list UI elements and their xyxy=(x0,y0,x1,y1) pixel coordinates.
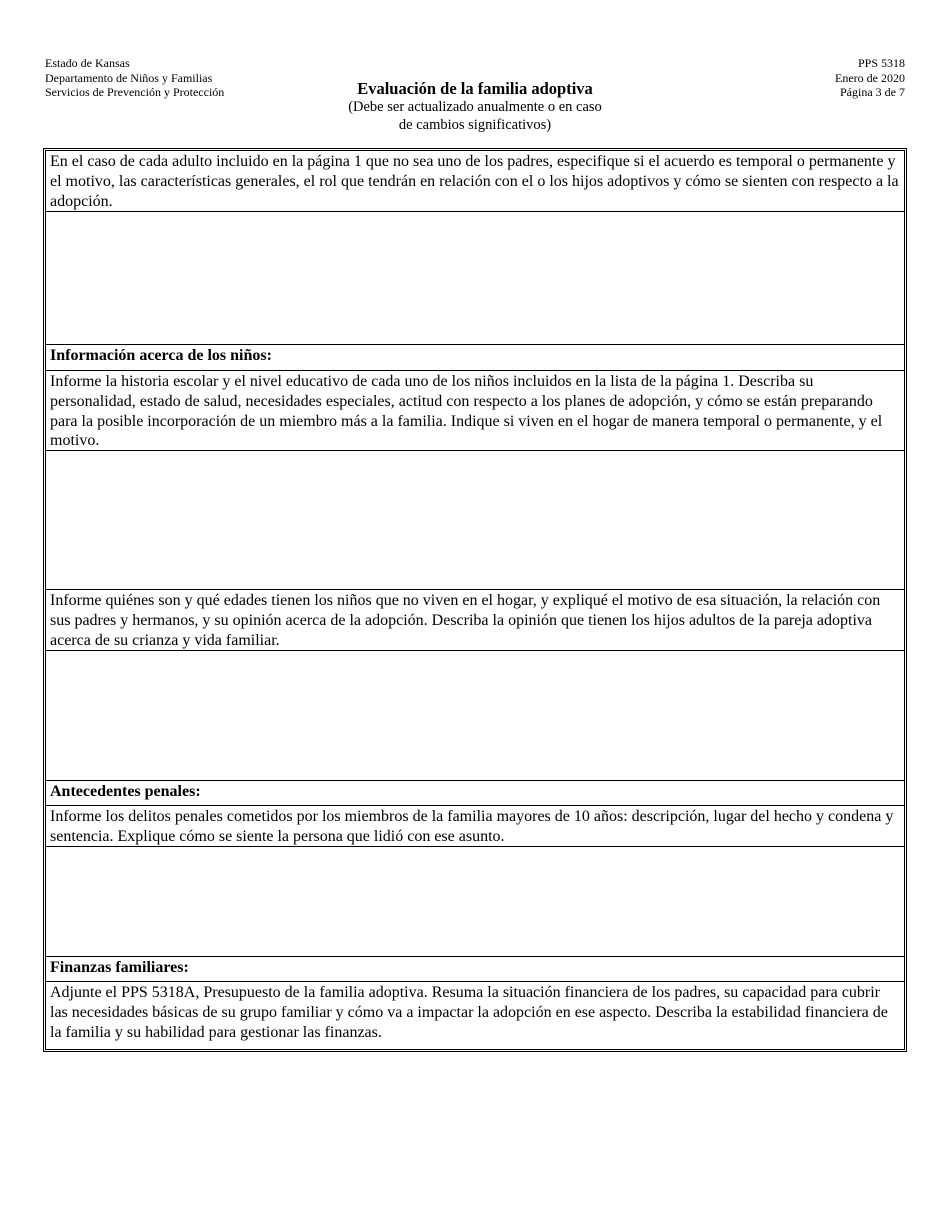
children-answer-field[interactable] xyxy=(46,451,904,590)
page-number: Página 3 de 7 xyxy=(840,85,905,99)
form-id-block xyxy=(835,56,905,100)
adults-prompt: En el caso de cada adulto incluido en la página 1 que no sea uno de los padres, especifique si el acuerdo es temporal o permanente y el motivo, las características generales, el rol que tendrán en relación con el o los hijos adoptivos y cómo se sienten con respecto a la adopción. xyxy=(46,151,904,212)
children-heading: Información acerca de los niños: xyxy=(46,345,904,371)
page-title: Evaluación de la familia adoptiva xyxy=(357,79,593,98)
children-prompt: Informe la historia escolar y el nivel educativo de cada uno de los niños incluidos en la lista de la página 1. Describa su personalidad, estado de salud, necesidades especiales, actitud con respecto a los planes de adopción, y cómo se están preparando para la posible incorporación de un miembro más a la familia. Indique si viven en el hogar de manera temporal o permanente, y el motivo. xyxy=(46,371,904,451)
children-away-answer-field[interactable] xyxy=(46,651,904,781)
finance-prompt: Adjunte el PPS 5318A, Presupuesto de la familia adoptiva. Resuma la situación financiera de los padres, su capacidad para cubrir las necesidades básicas de su grupo familiar y cómo va a impactar la adopción en ese aspecto. Describa la estabilidad financiera de la familia y su habilidad para gestionar las finanzas. xyxy=(50,984,888,1041)
page-subtitle-line1: (Debe ser actualizado anualmente o en caso xyxy=(348,99,602,115)
evaluation-form xyxy=(43,148,907,1052)
agency-state: Estado de Kansas xyxy=(45,56,130,70)
form-date: Enero de 2020 xyxy=(835,70,905,85)
agency-block xyxy=(45,56,224,100)
page-subtitle-line2: de cambios significativos) xyxy=(398,117,552,133)
agency-department: Departamento de Niños y Familias xyxy=(45,70,213,85)
form-number: PPS 5318 xyxy=(857,56,905,70)
agency-division: Servicios de Prevención y Protección xyxy=(45,85,225,99)
criminal-prompt: Informe los delitos penales cometidos por los miembros de la familia mayores de 10 años: descripción, lugar del hecho y condena y sentencia. Explique cómo se siente la persona que lidió con ese asunto. xyxy=(46,806,904,847)
finance-heading: Finanzas familiares: xyxy=(46,957,904,982)
criminal-heading: Antecedentes penales: xyxy=(46,781,904,806)
title-block xyxy=(300,79,650,134)
criminal-answer-field[interactable] xyxy=(46,847,904,957)
adults-answer-field[interactable] xyxy=(46,212,904,345)
children-away-prompt: Informe quiénes son y qué edades tienen los niños que no viven en el hogar, y expliqué el motivo de esa situación, la relación con sus padres y hermanos, y su opinión acerca de la adopción. Describa la opinión que tienen los hijos adultos de la pareja adoptiva acerca de su crianza y vida familiar. xyxy=(46,590,904,651)
